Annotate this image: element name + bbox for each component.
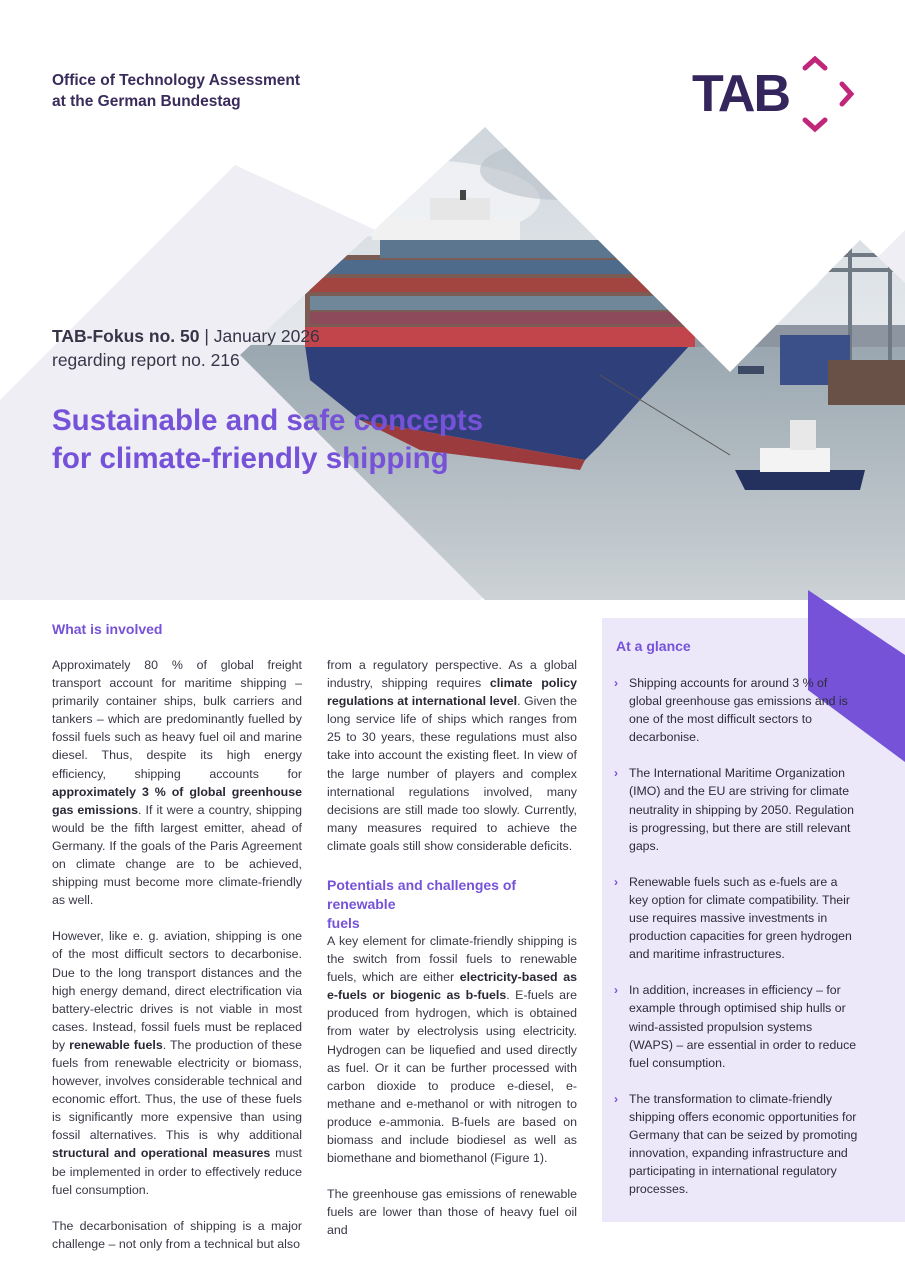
office-line-1: Office of Technology Assessment — [52, 72, 301, 89]
body-text: . Given the long service life of ships which ranges from 25 to 30 years, these regulations must also take into account the existing fleet. In view of the large number of players and complex international regulations involved, many decisions are still made too slowly. Currently, many measures required to achieve the climate goals still show considerable deficits. — [327, 694, 577, 853]
heading-what-involved: What is involved — [52, 621, 163, 637]
fokus-date: | January 2026 — [199, 326, 320, 346]
glance-item — [614, 674, 859, 746]
paragraph — [52, 927, 302, 1198]
glance-item — [614, 1090, 859, 1199]
glance-item-text: In addition, increases in efficiency – for example through optimised ship hulls or wind-assisted propulsion systems (WAPS) – are essential in order to reduce fuel consumption. — [629, 983, 857, 1070]
logo-brackets-icon — [792, 56, 862, 134]
paragraph — [327, 932, 577, 1167]
heading-line: Potentials and challenges of renewable — [327, 877, 517, 912]
glance-item-text: The International Maritime Organization (IMO) and the EU are striving for climate neutrality in shipping by 2050. Regulation is progressing, but there are still relevant gaps. — [629, 766, 854, 853]
chevron-right-icon: › — [614, 1091, 618, 1106]
column-middle-lower — [327, 932, 577, 1258]
body-text: must be implemented in order to effectively reduce fuel consumption. — [52, 1146, 302, 1197]
chevron-right-icon: › — [614, 874, 618, 889]
office-name — [52, 70, 300, 112]
paragraph — [52, 656, 302, 909]
body-text: . E-fuels are produced from hydrogen, which is obtained from water by electrolysis using electricity. Hydrogen can be liquefied and used directly as fuel. Or it can be further processed with carbon dioxide to produce e-diesel, e-methane and e-methanol or with nitrogen to produce e-ammonia. B-fuels are based on biomass and include biodiesel as well as biomethane and biomethanol (Figure 1). — [327, 988, 577, 1166]
emphasis-text: structural and operational measures — [52, 1146, 271, 1161]
report-line: regarding report no. 216 — [52, 350, 240, 370]
chevron-right-icon: › — [614, 983, 618, 998]
paragraph — [327, 656, 577, 855]
paragraph — [52, 1217, 302, 1253]
fokus-block — [52, 324, 320, 372]
fokus-line — [52, 324, 320, 348]
body-text: from a regulatory perspective. As a global industry, shipping requires — [327, 658, 577, 691]
tab-logo — [692, 56, 862, 134]
body-text: . The production of these fuels from renewable electricity or biomass, however, involves considerable technical and economic effort. Thus, the use of these fuels is significantly more expensive than using fossil alternatives. This is why additional — [52, 1037, 302, 1143]
office-line-2: at the German Bundestag — [52, 93, 241, 110]
fokus-number: TAB-Fokus no. 50 — [52, 326, 200, 346]
at-a-glance-title: At a glance — [616, 638, 691, 654]
body-text: A key element for climate-friendly shipping is the switch from fossil fuels to renewable fuels, which are either — [327, 934, 577, 985]
logo-text: TAB — [692, 65, 790, 123]
title-line-2: for climate-friendly shipping — [52, 442, 449, 475]
glance-item-text: Shipping accounts for around 3 % of global greenhouse gas emissions and is one of the most difficult sectors to decarbonise. — [629, 676, 848, 745]
emphasis-text: renewable fuels — [69, 1037, 163, 1052]
glance-item-text: Renewable fuels such as e-fuels are a key option for climate compatibility. Their use requires massive investments in production capacities for green hydrogen and maritime infrastructures. — [629, 874, 852, 962]
paragraph — [327, 1185, 577, 1239]
heading-line: fuels — [327, 915, 360, 931]
emphasis-text: electricity-based as e-fuels or biogenic as b-fuels — [327, 970, 578, 1003]
emphasis-text: approximately 3 % of global greenhouse gas emissions — [52, 784, 302, 817]
body-text: The greenhouse gas emissions of renewable fuels are lower than those of heavy fuel oil and — [327, 1187, 577, 1238]
emphasis-text: climate policy regulations at international level — [327, 676, 577, 709]
body-text: The decarbonisation of shipping is a major challenge – not only from a technical but also — [52, 1218, 302, 1251]
glance-item — [614, 764, 859, 854]
glance-item — [614, 873, 859, 963]
column-middle — [327, 656, 577, 873]
body-text: . If it were a country, shipping would be the fifth largest emitter, ahead of Germany. If the goals of the Paris Agreement on climate change are to be achieved, shipping must become more climate-friendly as well. — [52, 802, 302, 908]
title-line-1: Sustainable and safe concepts — [52, 404, 484, 437]
body-text: Approximately 80 % of global freight transport account for maritime shipping – primarily container ships, bulk carriers and tankers – which are predominantly fuelled by fossil fuels such as heavy fuel oil and marine diesel. Thus, despite its high energy efficiency, shipping accounts for — [52, 658, 302, 781]
at-a-glance-list — [614, 674, 859, 1216]
body-text: However, like e. g. aviation, shipping is one of the most difficult sectors to decarbonise. Due to the long transport distances and the high energy demand, direct electrification via battery-electric drives is not viable in most cases. Instead, fossil fuels must be replaced by — [52, 929, 302, 1052]
chevron-right-icon: › — [614, 766, 618, 781]
glance-item-text: The transformation to climate-friendly shipping offers economic opportunities for Germany that can be seized by promoting innovation, expanding infrastructure and participating in international regulatory processes. — [629, 1091, 858, 1197]
column-left — [52, 656, 302, 1271]
heading-potentials — [327, 876, 577, 933]
page-title — [52, 402, 492, 478]
glance-item — [614, 981, 859, 1071]
chevron-right-icon: › — [614, 676, 618, 690]
